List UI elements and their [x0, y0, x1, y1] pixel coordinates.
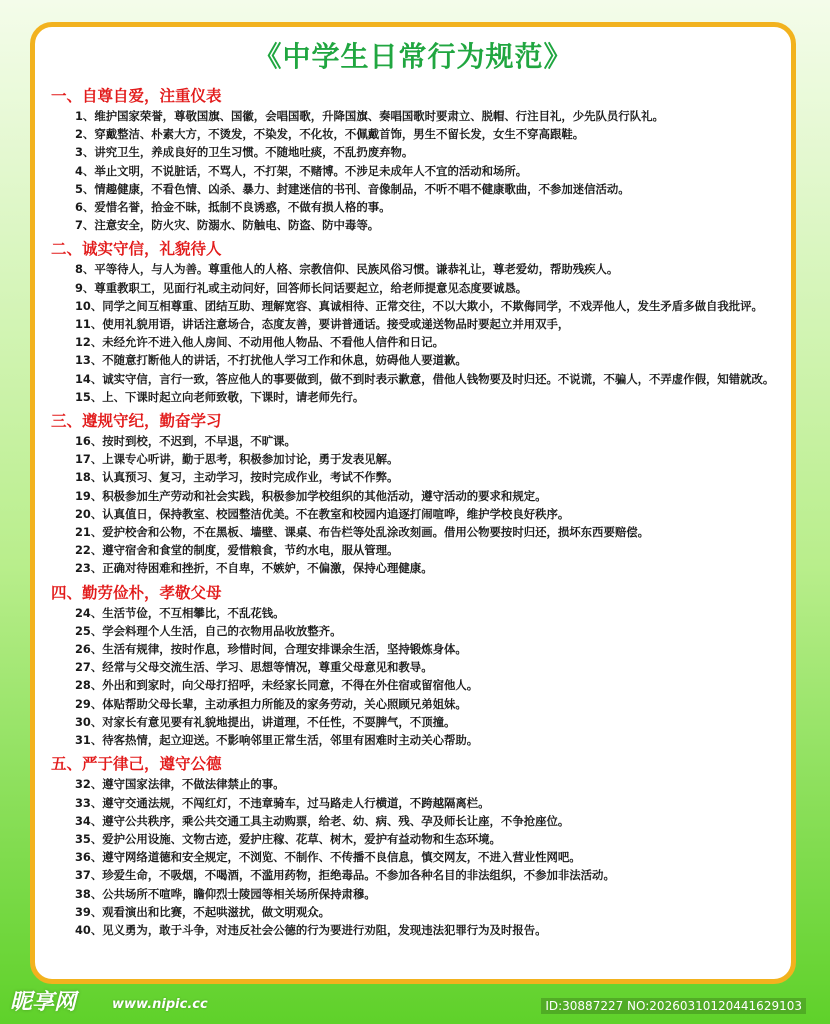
rule-item [51, 640, 779, 658]
rule-item [51, 468, 779, 486]
rule-text: 正确对待困难和挫折，不自卑，不嫉妒，不偏激，保持心理健康。 [102, 561, 433, 576]
rule-text: 使用礼貌用语，讲话注意场合，态度友善，要讲普通话。接受或递送物品时要起立并用双手， [102, 317, 570, 332]
rule-item [51, 794, 779, 812]
rule-number: 17、 [75, 452, 103, 467]
rule-text: 认真预习、复习，主动学习，按时完成作业，考试不作弊。 [102, 470, 399, 485]
rule-item [51, 559, 779, 577]
rule-item [51, 921, 779, 939]
rule-section [51, 86, 779, 234]
rule-item [51, 541, 779, 559]
rule-item [51, 370, 779, 388]
section-heading: 三、遵规守纪，勤奋学习 [51, 412, 222, 431]
rule-number: 32、 [75, 777, 103, 792]
rule-item [51, 388, 779, 406]
rule-number: 9、 [75, 280, 95, 295]
rule-section [51, 754, 779, 939]
rule-text: 爱护公用设施、文物古迹，爱护庄稼、花草、树木，爱护有益动物和生态环境。 [102, 831, 501, 846]
rule-number: 7、 [75, 218, 95, 233]
rule-item [51, 830, 779, 848]
rule-item [51, 866, 779, 884]
rule-number: 39、 [75, 904, 103, 919]
rule-item [51, 695, 779, 713]
rule-text: 公共场所不喧哗，瞻仰烈士陵园等相关场所保持肃穆。 [102, 886, 376, 901]
rule-number: 29、 [75, 696, 103, 711]
rule-number: 19、 [75, 488, 103, 503]
watermark-id: ID:30887227 NO:20260310120441629103 [541, 998, 806, 1014]
rule-number: 20、 [75, 506, 103, 521]
rule-text: 不随意打断他人的讲话，不打扰他人学习工作和休息，妨碍他人要道歉。 [102, 353, 467, 368]
rule-text: 学会料理个人生活，自己的衣物用品收放整齐。 [102, 623, 342, 638]
rule-item [51, 885, 779, 903]
rule-item [51, 622, 779, 640]
rule-text: 注意安全，防火灾、防溺水、防触电、防盗、防中毒等。 [94, 218, 380, 233]
rule-number: 30、 [75, 714, 103, 729]
rule-item [51, 143, 779, 161]
rule-text: 待客热情，起立迎送。不影响邻里正常生活，邻里有困难时主动关心帮助。 [102, 733, 479, 748]
rule-item [51, 903, 779, 921]
rule-text: 对家长有意见要有礼貌地提出，讲道理，不任性，不耍脾气，不顶撞。 [102, 714, 456, 729]
rule-text: 尊重教职工，见面行礼或主动问好，回答师长问话要起立，给老师提意见态度要诚恳。 [94, 280, 528, 295]
rule-number: 1、 [75, 109, 95, 123]
rule-text: 观看演出和比赛，不起哄滋扰，做文明观众。 [102, 904, 331, 919]
rules-content [51, 81, 779, 939]
rule-text: 维护国家荣誉，尊敬国旗、国徽，会唱国歌，升降国旗、奏唱国歌时要肃立、脱帽、行注目礼，少先队员行队礼。 [94, 109, 664, 123]
rule-text: 经常与父母交流生活、学习、思想等情况，尊重父母意见和教导。 [102, 660, 433, 675]
rule-number: 28、 [75, 678, 103, 693]
rule-number: 36、 [75, 850, 103, 865]
rule-number: 3、 [75, 145, 95, 160]
rule-item [51, 351, 779, 369]
rule-number: 18、 [75, 470, 103, 485]
rule-number: 4、 [75, 163, 95, 178]
section-heading: 二、诚实守信，礼貌待人 [51, 240, 222, 259]
rule-number: 6、 [75, 200, 95, 215]
rule-item [51, 848, 779, 866]
rule-item [51, 125, 779, 143]
rule-number: 16、 [75, 434, 103, 449]
rule-text: 爱惜名誉，拾金不昧，抵制不良诱惑，不做有损人格的事。 [94, 200, 391, 215]
rule-number: 31、 [75, 733, 103, 748]
rule-item [51, 260, 779, 278]
rule-number: 34、 [75, 813, 103, 828]
rule-text: 见义勇为，敢于斗争，对违反社会公德的行为要进行劝阻，发现违法犯罪行为及时报告。 [102, 922, 547, 937]
rule-item [51, 216, 779, 234]
rule-item [51, 775, 779, 793]
rule-number: 21、 [75, 525, 103, 540]
rule-text: 遵守网络道德和安全规定，不浏览、不制作、不传播不良信息，慎交网友，不进入营业性网吧。 [102, 850, 581, 865]
rule-number: 8、 [75, 262, 95, 277]
watermark-logo: 昵享网 [10, 990, 77, 1015]
rule-text: 积极参加生产劳动和社会实践，积极参加学校组织的其他活动，遵守活动的要求和规定。 [102, 488, 547, 503]
rule-text: 举止文明，不说脏话，不骂人，不打架，不赌博。不涉足未成年人不宜的活动和场所。 [94, 163, 528, 178]
rule-item [51, 107, 779, 125]
rule-item [51, 604, 779, 622]
rule-number: 38、 [75, 886, 103, 901]
rule-number: 22、 [75, 543, 103, 558]
rule-text: 上课专心听讲，勤于思考，积极参加讨论，勇于发表见解。 [102, 452, 399, 467]
rule-number: 35、 [75, 831, 103, 846]
section-heading: 一、自尊自爱，注重仪表 [51, 87, 222, 105]
rule-number: 23、 [75, 561, 103, 576]
rule-number: 24、 [75, 605, 103, 620]
rule-item [51, 812, 779, 830]
rule-text: 同学之间互相尊重、团结互助、理解宽容、真诚相待、正常交往，不以大欺小，不欺侮同学，不戏弄他人，发生矛盾多做自我批评。 [102, 298, 763, 313]
rule-number: 27、 [75, 660, 103, 675]
rule-item [51, 333, 779, 351]
rule-item [51, 297, 779, 315]
rule-item [51, 505, 779, 523]
rule-text: 体贴帮助父母长辈，主动承担力所能及的家务劳动，关心照顾兄弟姐妹。 [102, 696, 467, 711]
rule-item [51, 198, 779, 216]
section-heading: 五、严于律己，遵守公德 [51, 755, 222, 774]
rule-text: 遵守公共秩序，乘公共交通工具主动购票，给老、幼、病、残、孕及师长让座，不争抢座位。 [102, 813, 570, 828]
rule-text: 未经允许不进入他人房间、不动用他人物品、不看他人信件和日记。 [102, 335, 444, 350]
rule-item [51, 162, 779, 180]
rule-text: 外出和到家时，向父母打招呼，未经家长同意，不得在外住宿或留宿他人。 [102, 678, 479, 693]
rule-text: 情趣健康，不看色情、凶杀、暴力、封建迷信的书刊、音像制品，不听不唱不健康歌曲，不参加迷信活动。 [94, 181, 630, 196]
rule-text: 平等待人，与人为善。尊重他人的人格、宗教信仰、民族风俗习惯。谦恭礼让，尊老爱幼，帮助残疾人。 [94, 262, 619, 277]
watermark-url: www.nipic.cc [112, 997, 208, 1012]
rule-item [51, 487, 779, 505]
rule-item [51, 315, 779, 333]
rule-item [51, 676, 779, 694]
rule-number: 2、 [75, 127, 95, 142]
rule-text: 认真值日，保持教室、校园整洁优美。不在教室和校园内追逐打闹喧哗，维护学校良好秩序。 [102, 506, 570, 521]
rule-text: 诚实守信，言行一致，答应他人的事要做到，做不到时表示歉意，借他人钱物要及时归还。不说谎，不骗人，不弄虚作假，知错就改。 [102, 371, 775, 386]
rule-number: 40、 [75, 922, 103, 937]
rule-text: 生活节俭，不互相攀比，不乱花钱。 [102, 605, 285, 620]
rule-number: 12、 [75, 335, 103, 350]
rule-number: 13、 [75, 353, 103, 368]
rule-number: 25、 [75, 623, 103, 638]
rule-text: 上、下课时起立向老师致敬，下课时，请老师先行。 [102, 389, 365, 404]
rule-text: 遵守国家法律，不做法律禁止的事。 [102, 777, 285, 792]
rule-item [51, 432, 779, 450]
rule-text: 珍爱生命，不吸烟，不喝酒，不滥用药物，拒绝毒品。不参加各种名目的非法组织，不参加非法活动。 [102, 868, 615, 883]
rule-item [51, 523, 779, 541]
rule-section [51, 239, 779, 406]
rule-number: 5、 [75, 181, 95, 196]
rule-text: 爱护校舍和公物，不在黑板、墙壁、课桌、布告栏等处乱涂改刻画。借用公物要按时归还，损坏东西要赔偿。 [102, 525, 650, 540]
rule-number: 11、 [75, 317, 103, 332]
rule-text: 遵守交通法规，不闯红灯，不违章骑车，过马路走人行横道，不跨越隔离栏。 [102, 795, 490, 810]
page-title: 《中学生日常行为规范》 [253, 40, 573, 73]
rule-text: 穿戴整洁、朴素大方，不烫发，不染发，不化妆，不佩戴首饰，男生不留长发，女生不穿高跟鞋。 [94, 127, 585, 142]
rule-number: 15、 [75, 389, 103, 404]
rule-item [51, 180, 779, 198]
poster-board [30, 22, 796, 984]
rule-text: 生活有规律，按时作息，珍惜时间，合理安排课余生活，坚持锻炼身体。 [102, 642, 467, 657]
rule-number: 10、 [75, 298, 103, 313]
rule-item [51, 658, 779, 676]
section-heading: 四、勤劳俭朴，孝敬父母 [51, 583, 222, 602]
rule-item [51, 450, 779, 468]
rule-text: 讲究卫生，养成良好的卫生习惯。不随地吐痰，不乱扔废弃物。 [94, 145, 414, 160]
rule-item [51, 713, 779, 731]
rule-number: 14、 [75, 371, 103, 386]
rule-item [51, 731, 779, 749]
rule-number: 26、 [75, 642, 103, 657]
rule-section [51, 583, 779, 750]
rule-text: 按时到校，不迟到，不早退，不旷课。 [102, 434, 296, 449]
rule-section [51, 411, 779, 578]
rule-number: 37、 [75, 868, 103, 883]
rule-number: 33、 [75, 795, 103, 810]
rule-text: 遵守宿舍和食堂的制度，爱惜粮食，节约水电，服从管理。 [102, 543, 399, 558]
rule-item [51, 279, 779, 297]
